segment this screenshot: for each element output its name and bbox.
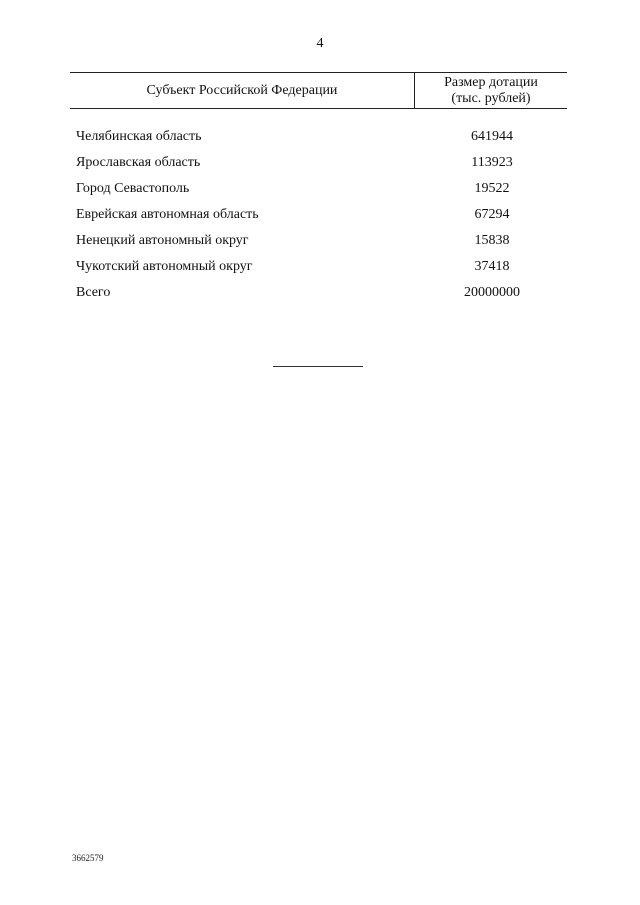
table-row xyxy=(76,128,567,154)
header-subject: Субъект Российской Федерации xyxy=(70,73,415,108)
row-subject: Всего xyxy=(76,285,111,300)
row-amount: 67294 xyxy=(474,207,510,222)
page-number: 4 xyxy=(316,36,324,51)
table-body xyxy=(76,128,567,310)
header-amount-line2: (тыс. рублей) xyxy=(451,90,531,106)
row-amount: 15838 xyxy=(474,233,510,248)
table-row xyxy=(76,258,567,284)
table-row-total xyxy=(76,284,567,310)
table-row xyxy=(76,206,567,232)
table-row xyxy=(76,232,567,258)
table-row xyxy=(76,180,567,206)
row-subject: Ненецкий автономный округ xyxy=(76,233,249,248)
row-subject: Ярославская область xyxy=(76,155,201,170)
row-amount: 113923 xyxy=(471,155,513,170)
row-amount: 19522 xyxy=(474,181,510,196)
row-subject: Чукотский автономный округ xyxy=(76,259,253,274)
row-amount: 641944 xyxy=(471,129,513,144)
table-row xyxy=(76,154,567,180)
row-subject: Челябинская область xyxy=(76,129,202,144)
header-amount xyxy=(415,73,567,108)
document-code: 3662579 xyxy=(72,853,104,863)
table-header xyxy=(70,72,567,109)
row-amount: 20000000 xyxy=(464,285,520,300)
row-amount: 37418 xyxy=(474,259,510,274)
row-subject: Еврейская автономная область xyxy=(76,207,259,222)
row-subject: Город Севастополь xyxy=(76,181,190,196)
header-amount-line1: Размер дотации xyxy=(444,74,538,90)
end-divider xyxy=(273,366,363,367)
